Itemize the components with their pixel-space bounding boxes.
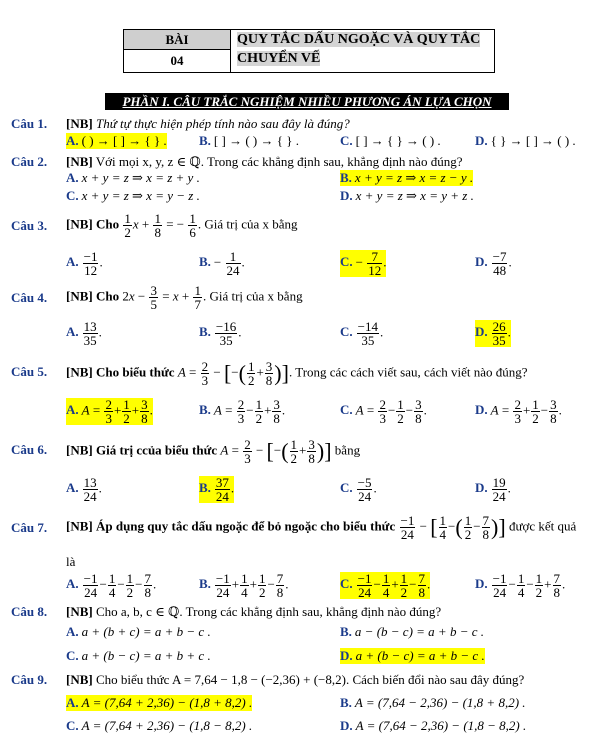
option-d[interactable]: D. $\frac{-1}{24}$ − $\frac{1}{4}$ − $\frac{1}{2}$ + $\frac{7}{8}$ .: [475, 571, 566, 600]
option-a[interactable]: A. $\frac{-1}{24}$ − $\frac{1}{4}$ − $\frac{1}{2}$ − $\frac{7}{8}$ .: [66, 571, 157, 600]
lesson-title: QUY TẮC DẤU NGOẶC VÀ QUY TẮC CHUYỂN VẾ: [231, 30, 495, 73]
question-label: Câu 1.: [11, 116, 48, 131]
section-title: PHẦN I. CÂU TRẮC NGHIỆM NHIỀU PHƯƠNG ÁN LỰA CHỌN: [105, 93, 509, 110]
option-a[interactable]: A. a + (b + c) = a + b − c .: [66, 624, 211, 639]
option-d[interactable]: D. $\frac{-7}{48}$ .: [475, 249, 512, 278]
option-a[interactable]: A. A = (7,64 + 2,36) − (1,8 + 8,2) .: [66, 695, 253, 710]
question-label: Câu 7.: [11, 520, 48, 535]
option-c[interactable]: C. x + y = z ⇒ x = y − z .: [66, 188, 200, 203]
question-text-continued: là: [66, 554, 76, 569]
option-b[interactable]: B. a − (b − c) = a + b − c .: [340, 624, 484, 639]
option-b[interactable]: B. $\frac{37}{24}$ .: [199, 475, 235, 504]
question-text: [NB] Cho biểu thức A = $\frac{2}{3}$ − [−( $\frac{1}{2}$ + $\frac{3}{8}$ )]. Trong các cách viết sau, cách viết nào đúng?: [66, 359, 528, 388]
option-b[interactable]: B. [ ] → ( ) → { } .: [199, 133, 299, 148]
option-d[interactable]: D. A = (7,64 − 2,36) − (1,8 − 8,2) .: [340, 718, 527, 733]
bai-label: BÀI: [124, 30, 231, 50]
question-label: Câu 9.: [11, 672, 48, 687]
question-label: Câu 3.: [11, 218, 48, 233]
option-c[interactable]: C. − $\frac{7}{12}$ .: [340, 249, 387, 278]
question-text: [NB] Áp dụng quy tắc dấu ngoặc để bỏ ngoặc cho biểu thức $\frac{-1}{24}$ − [ $\frac{1}{4}$ −( $\frac{1}{2}$ − $\frac{7}{8}$ )] được kết quả: [66, 513, 577, 542]
option-d[interactable]: D. $\frac{26}{35}$ .: [475, 319, 511, 348]
option-b[interactable]: B. $\frac{-16}{35}$ .: [199, 319, 242, 348]
question-label: Câu 6.: [11, 442, 48, 457]
question-text: [NB] Cho 2x − $\frac{3}{5}$ = x + $\frac{1}{7}$ . Giá trị của x bằng: [66, 283, 303, 312]
question-label: Câu 2.: [11, 154, 48, 169]
option-c[interactable]: C. $\frac{-5}{24}$ .: [340, 475, 377, 504]
option-b[interactable]: B. A = $\frac{2}{3}$ − $\frac{1}{2}$ + $\frac{3}{8}$ .: [199, 397, 286, 426]
question-text: [NB] Cho a, b, c ∈ ℚ. Trong các khẳng định sau, khẳng định nào đúng?: [66, 604, 442, 619]
bai-number: 04: [124, 50, 231, 73]
question-text: [NB] Giá trị ccủa biểu thức A = $\frac{2}{3}$ − [−( $\frac{1}{2}$ + $\frac{3}{8}$ )] bằng: [66, 437, 361, 466]
option-c[interactable]: C. a + (b − c) = a + b + c .: [66, 648, 211, 663]
question-text: [NB] Cho $\frac{1}{2}$ x + $\frac{1}{8}$ = − $\frac{1}{6}$ . Giá trị của x bằng: [66, 211, 298, 240]
option-b[interactable]: B. x + y = z ⇒ x = z − y .: [340, 170, 474, 185]
option-a[interactable]: A. $\frac{13}{35}$ .: [66, 319, 102, 348]
option-c[interactable]: C. A = (7,64 + 2,36) − (1,8 − 8,2) .: [66, 718, 253, 733]
option-d[interactable]: D. { } → [ ] → ( ) .: [475, 133, 576, 148]
question-text: [NB] Cho biểu thức A = 7,64 − 1,8 − (−2,36) + (−8,2). Cách biến đổi nào sau đây đúng?: [66, 672, 525, 687]
option-a[interactable]: A. $\frac{13}{24}$ .: [66, 475, 102, 504]
option-c[interactable]: C. [ ] → { } → ( ) .: [340, 133, 441, 148]
option-c[interactable]: C. $\frac{-14}{35}$ .: [340, 319, 384, 348]
option-c[interactable]: C. $\frac{-1}{24}$ − $\frac{1}{4}$ + $\frac{1}{2}$ − $\frac{7}{8}$ .: [340, 571, 431, 600]
option-b[interactable]: B. $\frac{-1}{24}$ + $\frac{1}{4}$ + $\frac{1}{2}$ − $\frac{7}{8}$ .: [199, 571, 289, 600]
question-text: [NB] Với mọi x, y, z ∈ ℚ. Trong các khẳng định sau, khẳng định nào đúng?: [66, 154, 463, 169]
option-a[interactable]: A. $\frac{-1}{12}$ .: [66, 249, 103, 278]
option-c[interactable]: C. A = $\frac{2}{3}$ − $\frac{1}{2}$ − $\frac{3}{8}$ .: [340, 397, 427, 426]
option-d[interactable]: D. x + y = z ⇒ x = y + z .: [340, 188, 474, 203]
option-b[interactable]: B. − $\frac{1}{24}$ .: [199, 249, 245, 278]
question-label: Câu 8.: [11, 604, 48, 619]
question-label: Câu 4.: [11, 290, 48, 305]
option-d[interactable]: D. $\frac{19}{24}$ .: [475, 475, 511, 504]
option-a[interactable]: A. ( ) → [ ] → { } .: [66, 133, 167, 148]
option-d[interactable]: D. a + (b − c) = a + b − c .: [340, 648, 485, 663]
lesson-header: [123, 29, 495, 73]
question-label: Câu 5.: [11, 364, 48, 379]
option-d[interactable]: D. A = $\frac{2}{3}$ + $\frac{1}{2}$ − $\frac{3}{8}$ .: [475, 397, 562, 426]
option-a[interactable]: A. x + y = z ⇒ x = z + y .: [66, 170, 200, 185]
option-a[interactable]: A. A = $\frac{2}{3}$ + $\frac{1}{2}$ + $\frac{3}{8}$ .: [66, 397, 153, 426]
option-b[interactable]: B. A = (7,64 − 2,36) − (1,8 + 8,2) .: [340, 695, 526, 710]
question-text: [NB] Thứ tự thực hiện phép tính nào sau đây là đúng?: [66, 116, 350, 131]
